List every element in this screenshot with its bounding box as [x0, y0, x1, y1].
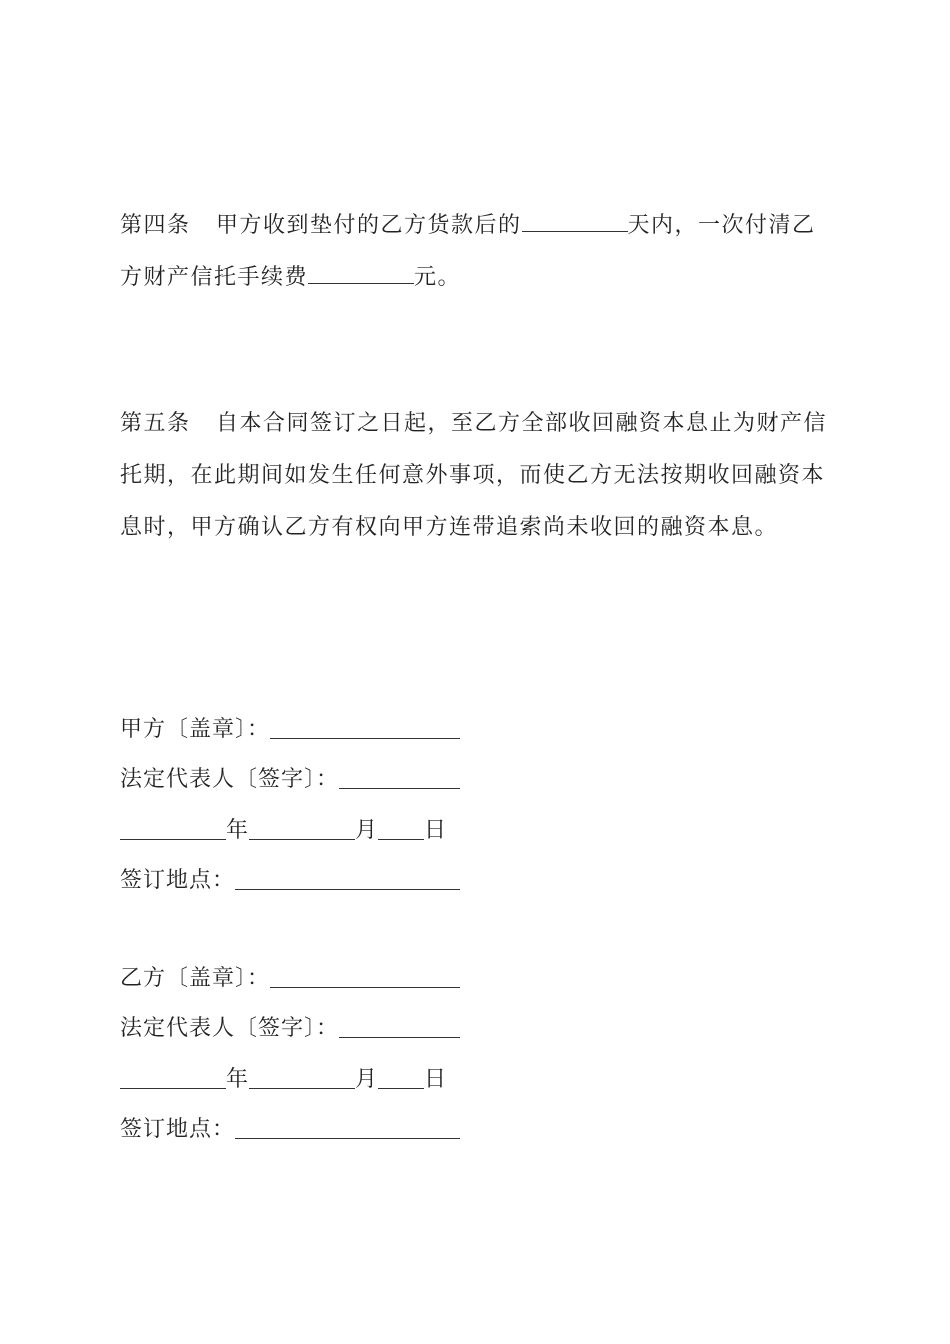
party-a-place-row — [120, 854, 460, 905]
party-a-day-label: 日 — [424, 817, 448, 843]
party-b-rep-field[interactable] — [339, 1015, 460, 1038]
party-a-seal-row — [120, 702, 460, 753]
party-b-place-label: 签订地点： — [120, 1117, 236, 1143]
party-a-date-row — [120, 803, 460, 854]
party-a-seal-label: 甲方〔盖章〕： — [120, 716, 271, 742]
party-a-signature-block — [120, 702, 460, 904]
clause-4 — [120, 200, 832, 304]
party-b-date-row — [120, 1052, 460, 1103]
clause-4-heading: 第四条 — [120, 213, 191, 238]
clause-5-heading: 第五条 — [120, 411, 191, 436]
party-a-day-field[interactable] — [378, 817, 424, 840]
party-a-place-field[interactable] — [235, 867, 460, 890]
party-a-year-field[interactable] — [120, 817, 226, 840]
party-b-signature-block — [120, 951, 460, 1153]
clause-5-text: 自本合同签订之日起，至乙方全部收回融资本息止为财产信托期，在此期间如发生任何意外事项，而使乙方无法按期收回融资本息时，甲方确认乙方有权向甲方连带追索尚未收回的融资本息。 — [120, 411, 828, 540]
party-b-day-field[interactable] — [378, 1066, 424, 1089]
party-b-year-label: 年 — [226, 1066, 250, 1092]
party-a-rep-row — [120, 753, 460, 804]
party-a-month-label: 月 — [355, 817, 379, 843]
party-a-month-field[interactable] — [249, 817, 355, 840]
clause-5 — [120, 398, 832, 554]
party-a-seal-field[interactable] — [270, 716, 460, 739]
party-b-rep-row — [120, 1002, 460, 1053]
party-b-seal-row — [120, 951, 460, 1002]
party-b-seal-field[interactable] — [270, 965, 460, 988]
party-a-place-label: 签订地点： — [120, 868, 236, 894]
party-b-month-field[interactable] — [249, 1066, 355, 1089]
days-blank[interactable] — [522, 209, 628, 232]
party-b-place-row — [120, 1103, 460, 1154]
party-a-rep-label: 法定代表人〔签字〕： — [120, 767, 340, 793]
clause-4-text-b: 天内，一次付清乙方财产信托手续费 — [120, 213, 816, 290]
party-a-year-label: 年 — [226, 817, 250, 843]
fee-blank[interactable] — [308, 261, 414, 284]
party-a-rep-field[interactable] — [339, 766, 460, 789]
party-b-month-label: 月 — [355, 1066, 379, 1092]
clause-4-text-c: 元。 — [414, 265, 462, 290]
clause-4-text-a: 甲方收到垫付的乙方货款后的 — [216, 213, 522, 238]
party-b-rep-label: 法定代表人〔签字〕： — [120, 1016, 340, 1042]
party-b-year-field[interactable] — [120, 1066, 226, 1089]
party-b-place-field[interactable] — [235, 1116, 460, 1139]
party-b-day-label: 日 — [424, 1066, 448, 1092]
party-b-seal-label: 乙方〔盖章〕： — [120, 965, 271, 991]
